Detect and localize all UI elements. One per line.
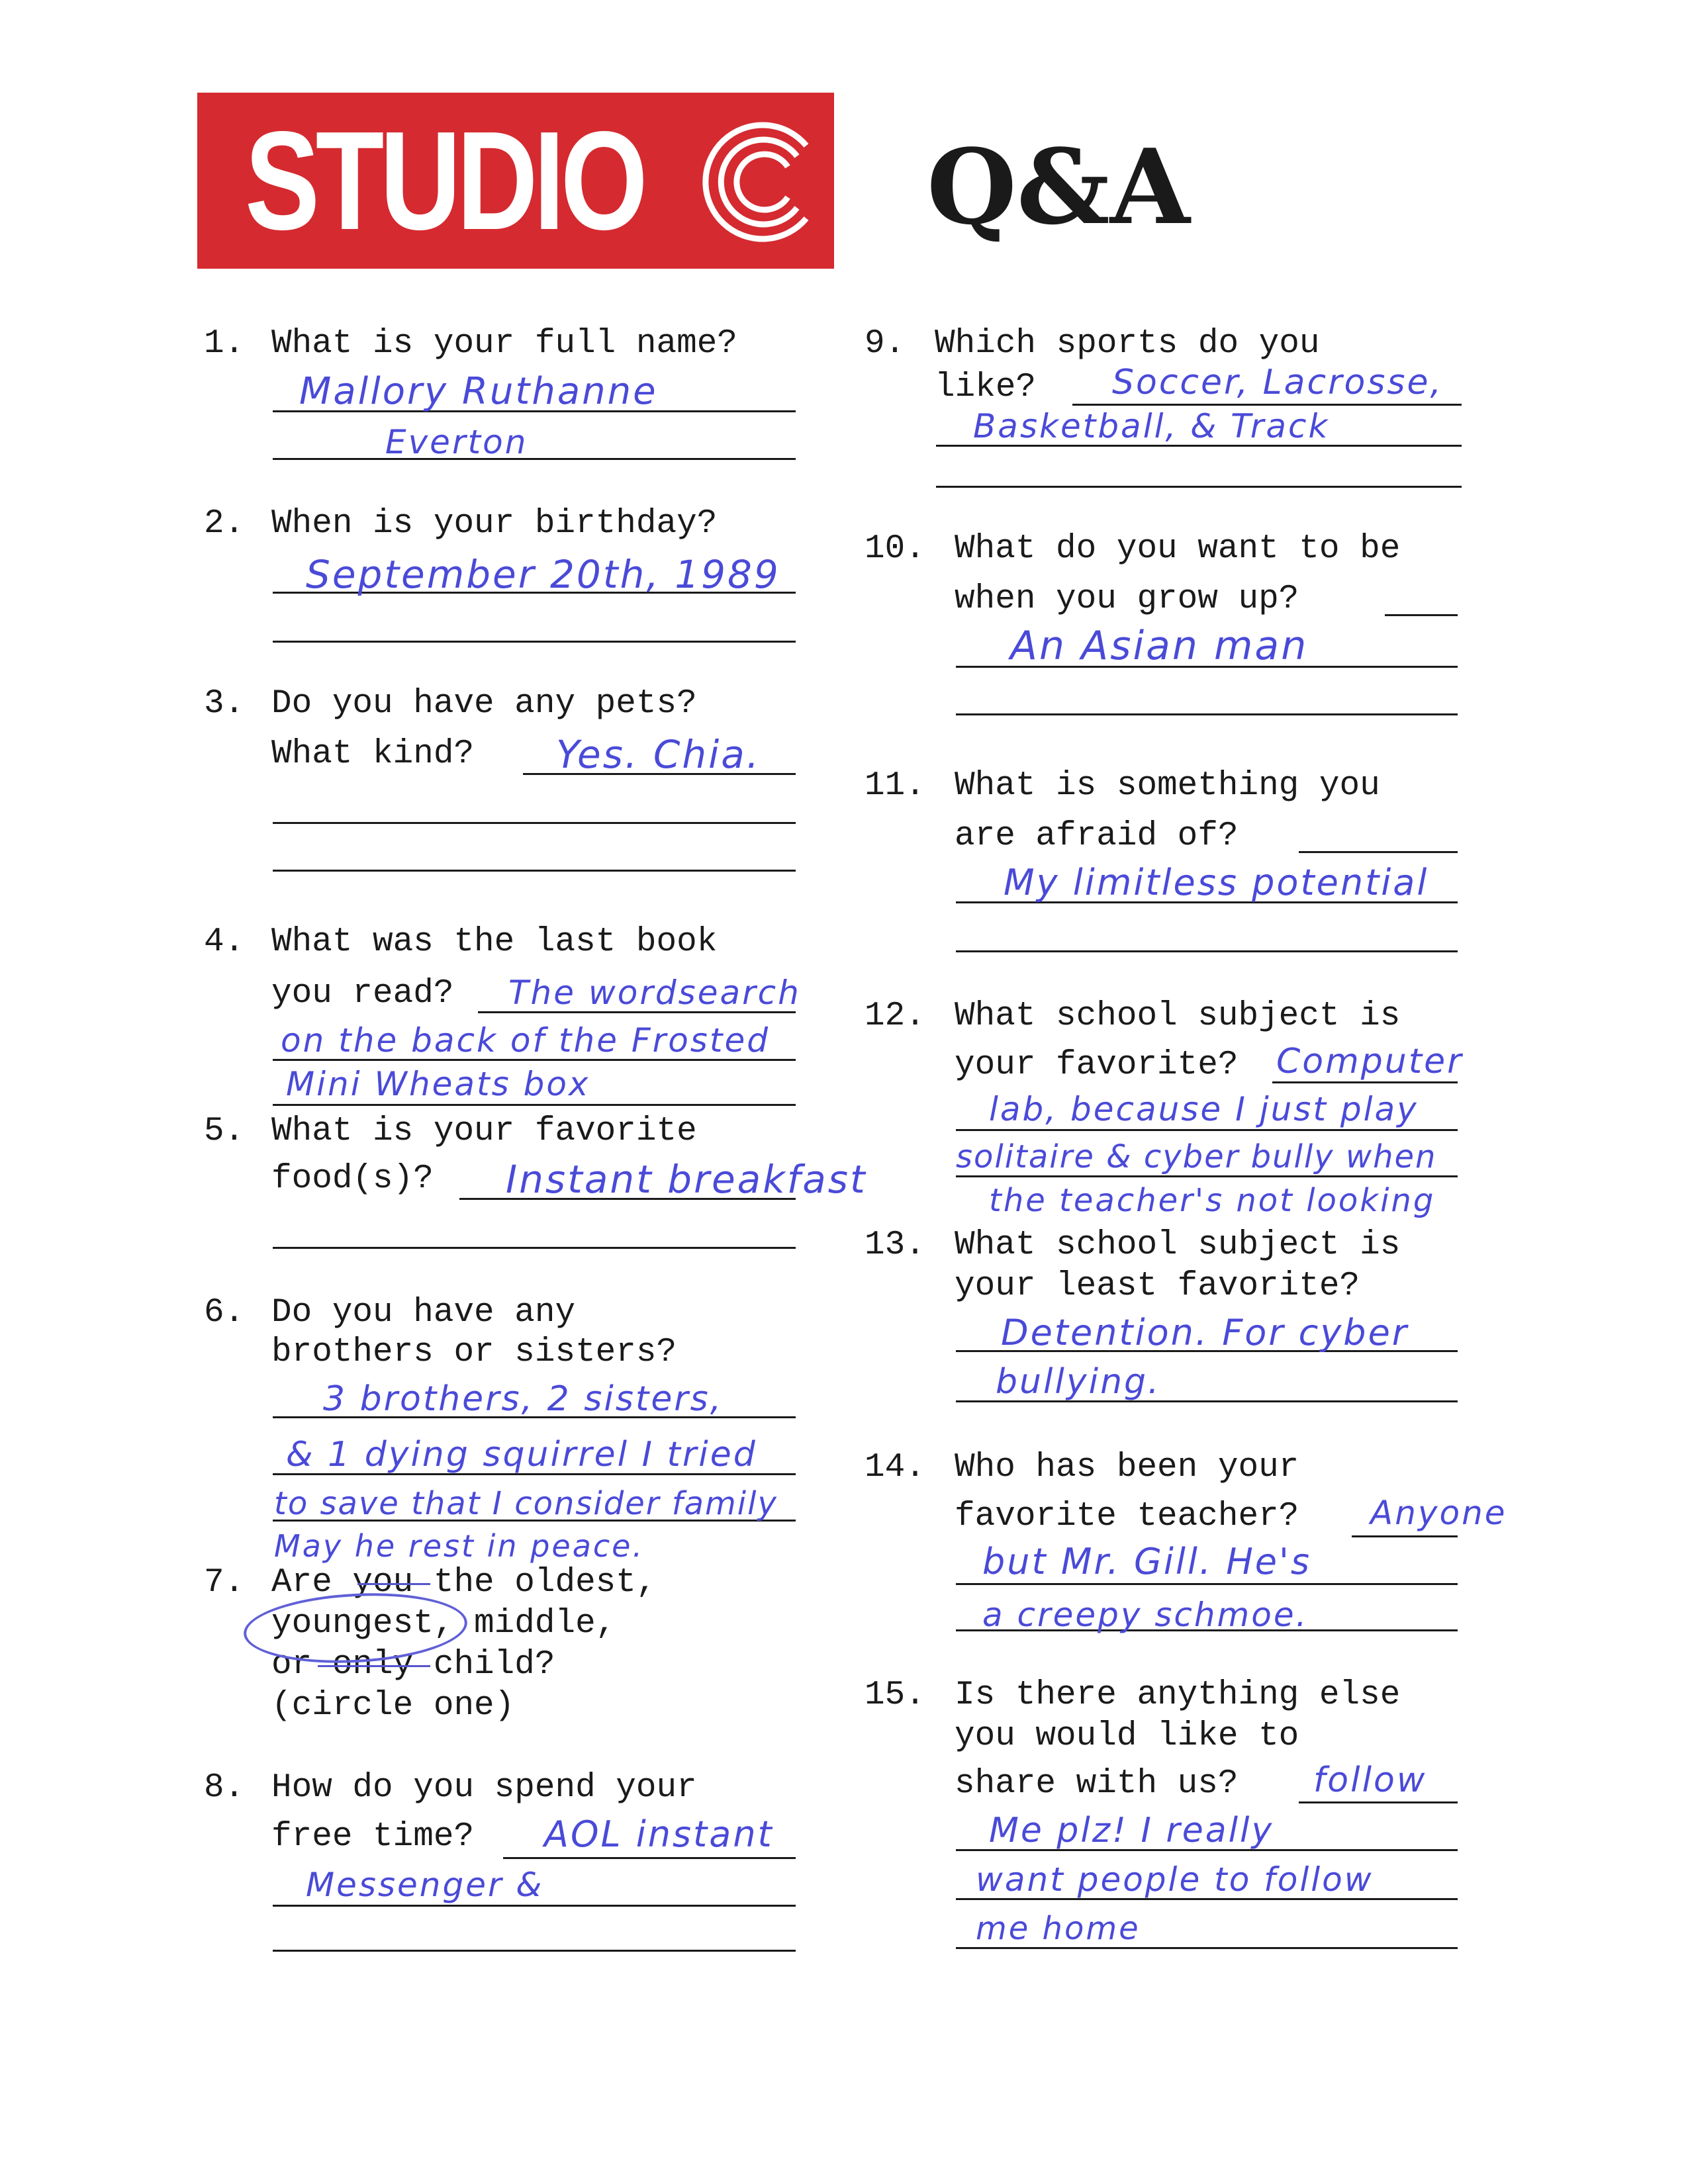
- answer-line: [1072, 404, 1462, 406]
- handwritten-answer: on the back of the Frosted: [281, 1021, 770, 1060]
- handwritten-answer: to save that I consider family: [274, 1485, 778, 1522]
- strike-mark: [357, 1583, 430, 1585]
- question-text: Which sports do you: [935, 325, 1320, 363]
- question-text: your favorite?: [955, 1046, 1239, 1084]
- question-number: 7.: [204, 1564, 245, 1602]
- question-text: share with us?: [955, 1765, 1239, 1803]
- question-text: when you grow up?: [955, 580, 1299, 618]
- question-text: Do you have any: [271, 1294, 576, 1332]
- c-logo-icon: [695, 119, 821, 245]
- question-text: you would like to: [955, 1717, 1299, 1755]
- handwritten-answer: follow: [1313, 1760, 1427, 1800]
- question-text: What is your full name?: [271, 325, 737, 363]
- question-text: favorite teacher?: [955, 1498, 1299, 1535]
- question-number: 13.: [865, 1226, 925, 1264]
- handwritten-answer: Messenger &: [306, 1866, 544, 1904]
- question-text: your least favorite?: [955, 1267, 1360, 1305]
- answer-line: [956, 950, 1458, 952]
- answer-line: [273, 1905, 796, 1907]
- answer-line: [1385, 614, 1458, 616]
- question-text: youngest, middle,: [271, 1605, 616, 1643]
- handwritten-answer: Mini Wheats box: [286, 1065, 590, 1103]
- question-number: 8.: [204, 1769, 245, 1807]
- question-number: 6.: [204, 1294, 245, 1332]
- answer-line: [956, 713, 1458, 715]
- handwritten-answer: Detention. For cyber: [1001, 1312, 1409, 1353]
- handwritten-answer: Basketball, & Track: [973, 407, 1330, 445]
- question-text: free time?: [271, 1818, 475, 1856]
- question-number: 2.: [204, 505, 245, 543]
- handwritten-answer: me home: [976, 1910, 1141, 1947]
- answer-line: [273, 1104, 796, 1106]
- handwritten-answer: 3 brothers, 2 sisters,: [323, 1379, 724, 1419]
- question-number: 5.: [204, 1113, 245, 1150]
- handwritten-answer: Anyone: [1370, 1494, 1507, 1532]
- answer-line: [936, 486, 1462, 488]
- question-text: Is there anything else: [955, 1676, 1401, 1714]
- answer-line: [273, 870, 796, 872]
- question-text: like?: [935, 369, 1037, 406]
- page-title: Q&A: [927, 126, 1190, 248]
- answer-line: [1352, 1535, 1458, 1537]
- question-text: (circle one): [271, 1687, 515, 1725]
- question-number: 15.: [865, 1676, 925, 1714]
- answer-line: [1299, 1801, 1458, 1803]
- question-text: What kind?: [271, 735, 475, 773]
- studio-c-logo: [197, 93, 834, 269]
- answer-line: [273, 641, 796, 643]
- question-text: you read?: [271, 975, 454, 1013]
- strike-mark: [318, 1665, 430, 1667]
- question-text: Do you have any pets?: [271, 685, 697, 723]
- handwritten-answer: Yes. Chia.: [556, 732, 761, 777]
- question-text: What school subject is: [955, 997, 1401, 1035]
- question-number: 9.: [865, 325, 906, 363]
- handwritten-answer: May he rest in peace.: [274, 1528, 645, 1564]
- handwritten-answer: want people to follow: [976, 1860, 1374, 1899]
- handwritten-answer: bullying.: [996, 1362, 1161, 1402]
- answer-line: [273, 1247, 796, 1249]
- answer-line: [273, 822, 796, 824]
- question-number: 14.: [865, 1449, 925, 1486]
- handwritten-answer: September 20th, 1989: [306, 552, 780, 597]
- logo-text: STUDIO: [245, 102, 644, 259]
- question-number: 4.: [204, 923, 245, 961]
- question-text: What is your favorite: [271, 1113, 697, 1150]
- question-text: or only child?: [271, 1646, 555, 1684]
- handwritten-answer: Instant breakfast: [506, 1157, 867, 1202]
- answer-line: [273, 458, 796, 460]
- question-text: What is something you: [955, 767, 1380, 805]
- handwritten-answer: but Mr. Gill. He's: [982, 1541, 1311, 1582]
- question-text: are afraid of?: [955, 817, 1239, 855]
- question-text: How do you spend your: [271, 1769, 697, 1807]
- handwritten-answer: My limitless potential: [1004, 862, 1429, 903]
- handwritten-answer: Soccer, Lacrosse,: [1112, 363, 1443, 402]
- handwritten-answer: & 1 dying squirrel I tried: [286, 1435, 757, 1475]
- answer-line: [956, 1583, 1458, 1585]
- handwritten-answer: An Asian man: [1010, 623, 1309, 669]
- answer-line: [503, 1857, 796, 1859]
- question-number: 3.: [204, 685, 245, 723]
- question-number: 11.: [865, 767, 925, 805]
- handwritten-answer: solitaire & cyber bully when: [956, 1138, 1437, 1175]
- question-text: Are you the oldest,: [271, 1564, 657, 1602]
- handwritten-answer: the teacher's not looking: [989, 1182, 1436, 1219]
- question-text: What school subject is: [955, 1226, 1401, 1264]
- question-number: 12.: [865, 997, 925, 1035]
- question-text: brothers or sisters?: [271, 1334, 677, 1371]
- answer-line: [1272, 1081, 1458, 1083]
- handwritten-answer: Mallory Ruthanne: [299, 370, 658, 413]
- handwritten-answer: a creepy schmoe.: [982, 1596, 1309, 1634]
- question-text: When is your birthday?: [271, 505, 718, 543]
- answer-line: [273, 1950, 796, 1952]
- answer-line: [1299, 851, 1458, 853]
- handwritten-answer: AOL instant: [544, 1813, 774, 1855]
- handwritten-answer: Me plz! I really: [989, 1811, 1274, 1850]
- answer-line: [956, 1129, 1458, 1131]
- handwritten-answer: Computer: [1276, 1042, 1464, 1081]
- question-number: 10.: [865, 530, 925, 568]
- question-text: What do you want to be: [955, 530, 1401, 568]
- question-number: 1.: [204, 325, 245, 363]
- handwritten-answer: The wordsearch: [508, 974, 801, 1012]
- question-text: Who has been your: [955, 1449, 1299, 1486]
- handwritten-answer: lab, because I just play: [989, 1090, 1419, 1128]
- handwritten-answer: Everton: [385, 423, 528, 461]
- question-text: What was the last book: [271, 923, 718, 961]
- question-text: food(s)?: [271, 1160, 434, 1198]
